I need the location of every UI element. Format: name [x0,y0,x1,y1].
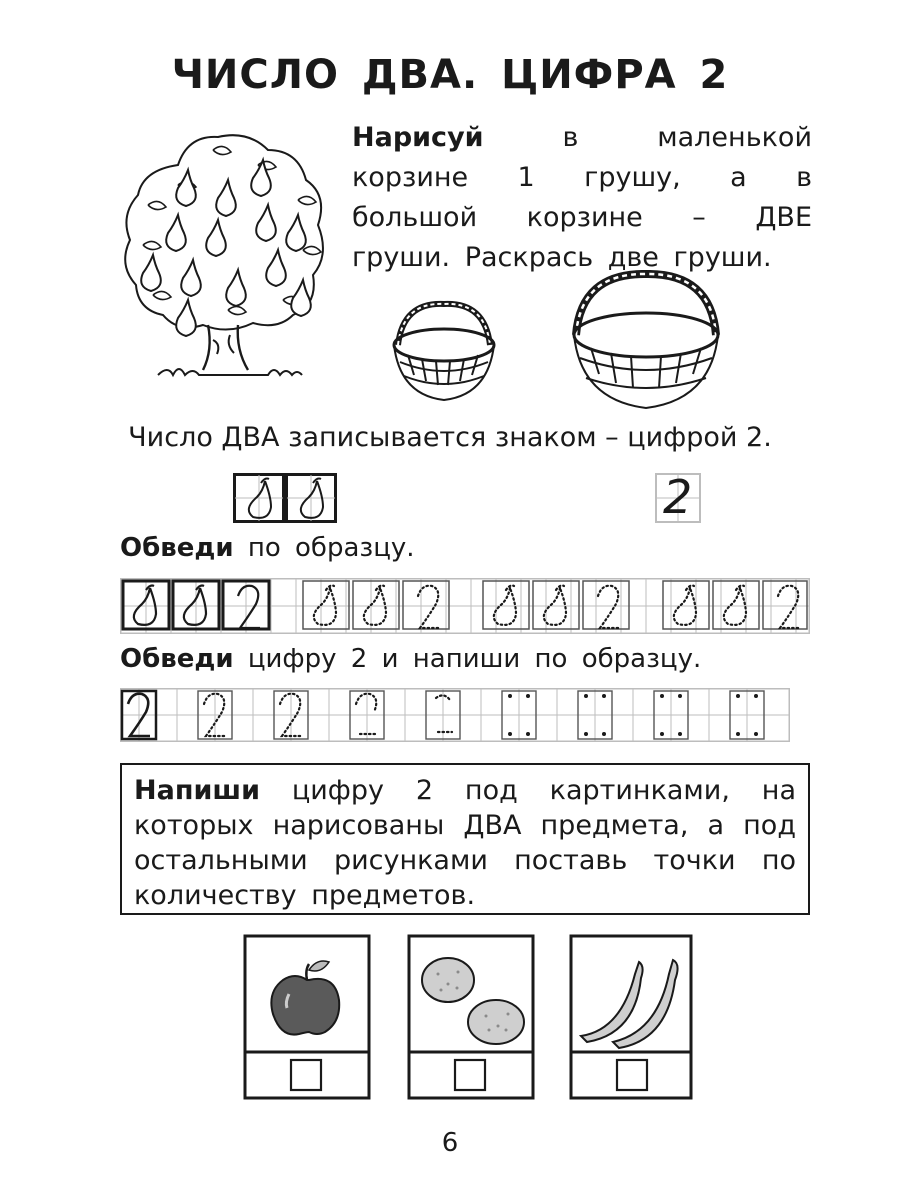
sample-digit: 2 [663,470,693,524]
task-verb: Нарисуй [352,122,484,153]
apple-icon [271,961,339,1035]
task-verb: Напиши [134,775,260,806]
sample-digit-cell [655,470,701,524]
tangerine-icon [422,958,524,1044]
task-trace-heading [120,533,415,563]
answer-box-tangerines[interactable] [455,1060,485,1090]
task-write-box [120,763,810,915]
digit-statement: Число ДВА записывается знаком – цифрой 2. [128,422,772,453]
small-basket-icon [388,300,500,410]
answer-box-bananas[interactable] [617,1060,647,1090]
sample-pears [233,473,337,523]
answer-boxes [291,1060,647,1090]
task-verb: Обведи [120,533,234,563]
page-number: 6 [441,1128,459,1158]
banana-icon [581,960,678,1048]
task-text: цифру 2 под картинками, на которых нарисованы ДВА предмета, а под остальными рисунками поставь точки по количеству предметов. [134,775,796,911]
task-verb: Обведи [120,644,234,674]
task-text: по образцу. [233,533,415,563]
task-trace-digit-heading [120,644,701,674]
task-text: цифру 2 и напиши по образцу. [233,644,702,674]
trace-row-pears[interactable] [120,578,810,634]
page-title: ЧИСЛО ДВА. ЦИФРА 2 [171,52,729,98]
task-text: в маленькой корзине 1 грушу, а в большой корзине – ДВЕ груши. Раскрась две груши. [352,122,812,273]
picture-cards [243,934,693,1104]
task-draw-pears [352,118,812,278]
trace-row-digits[interactable] [120,688,790,742]
answer-box-apple[interactable] [291,1060,321,1090]
pear-tree-icon [118,125,333,385]
big-basket-icon [566,270,726,415]
